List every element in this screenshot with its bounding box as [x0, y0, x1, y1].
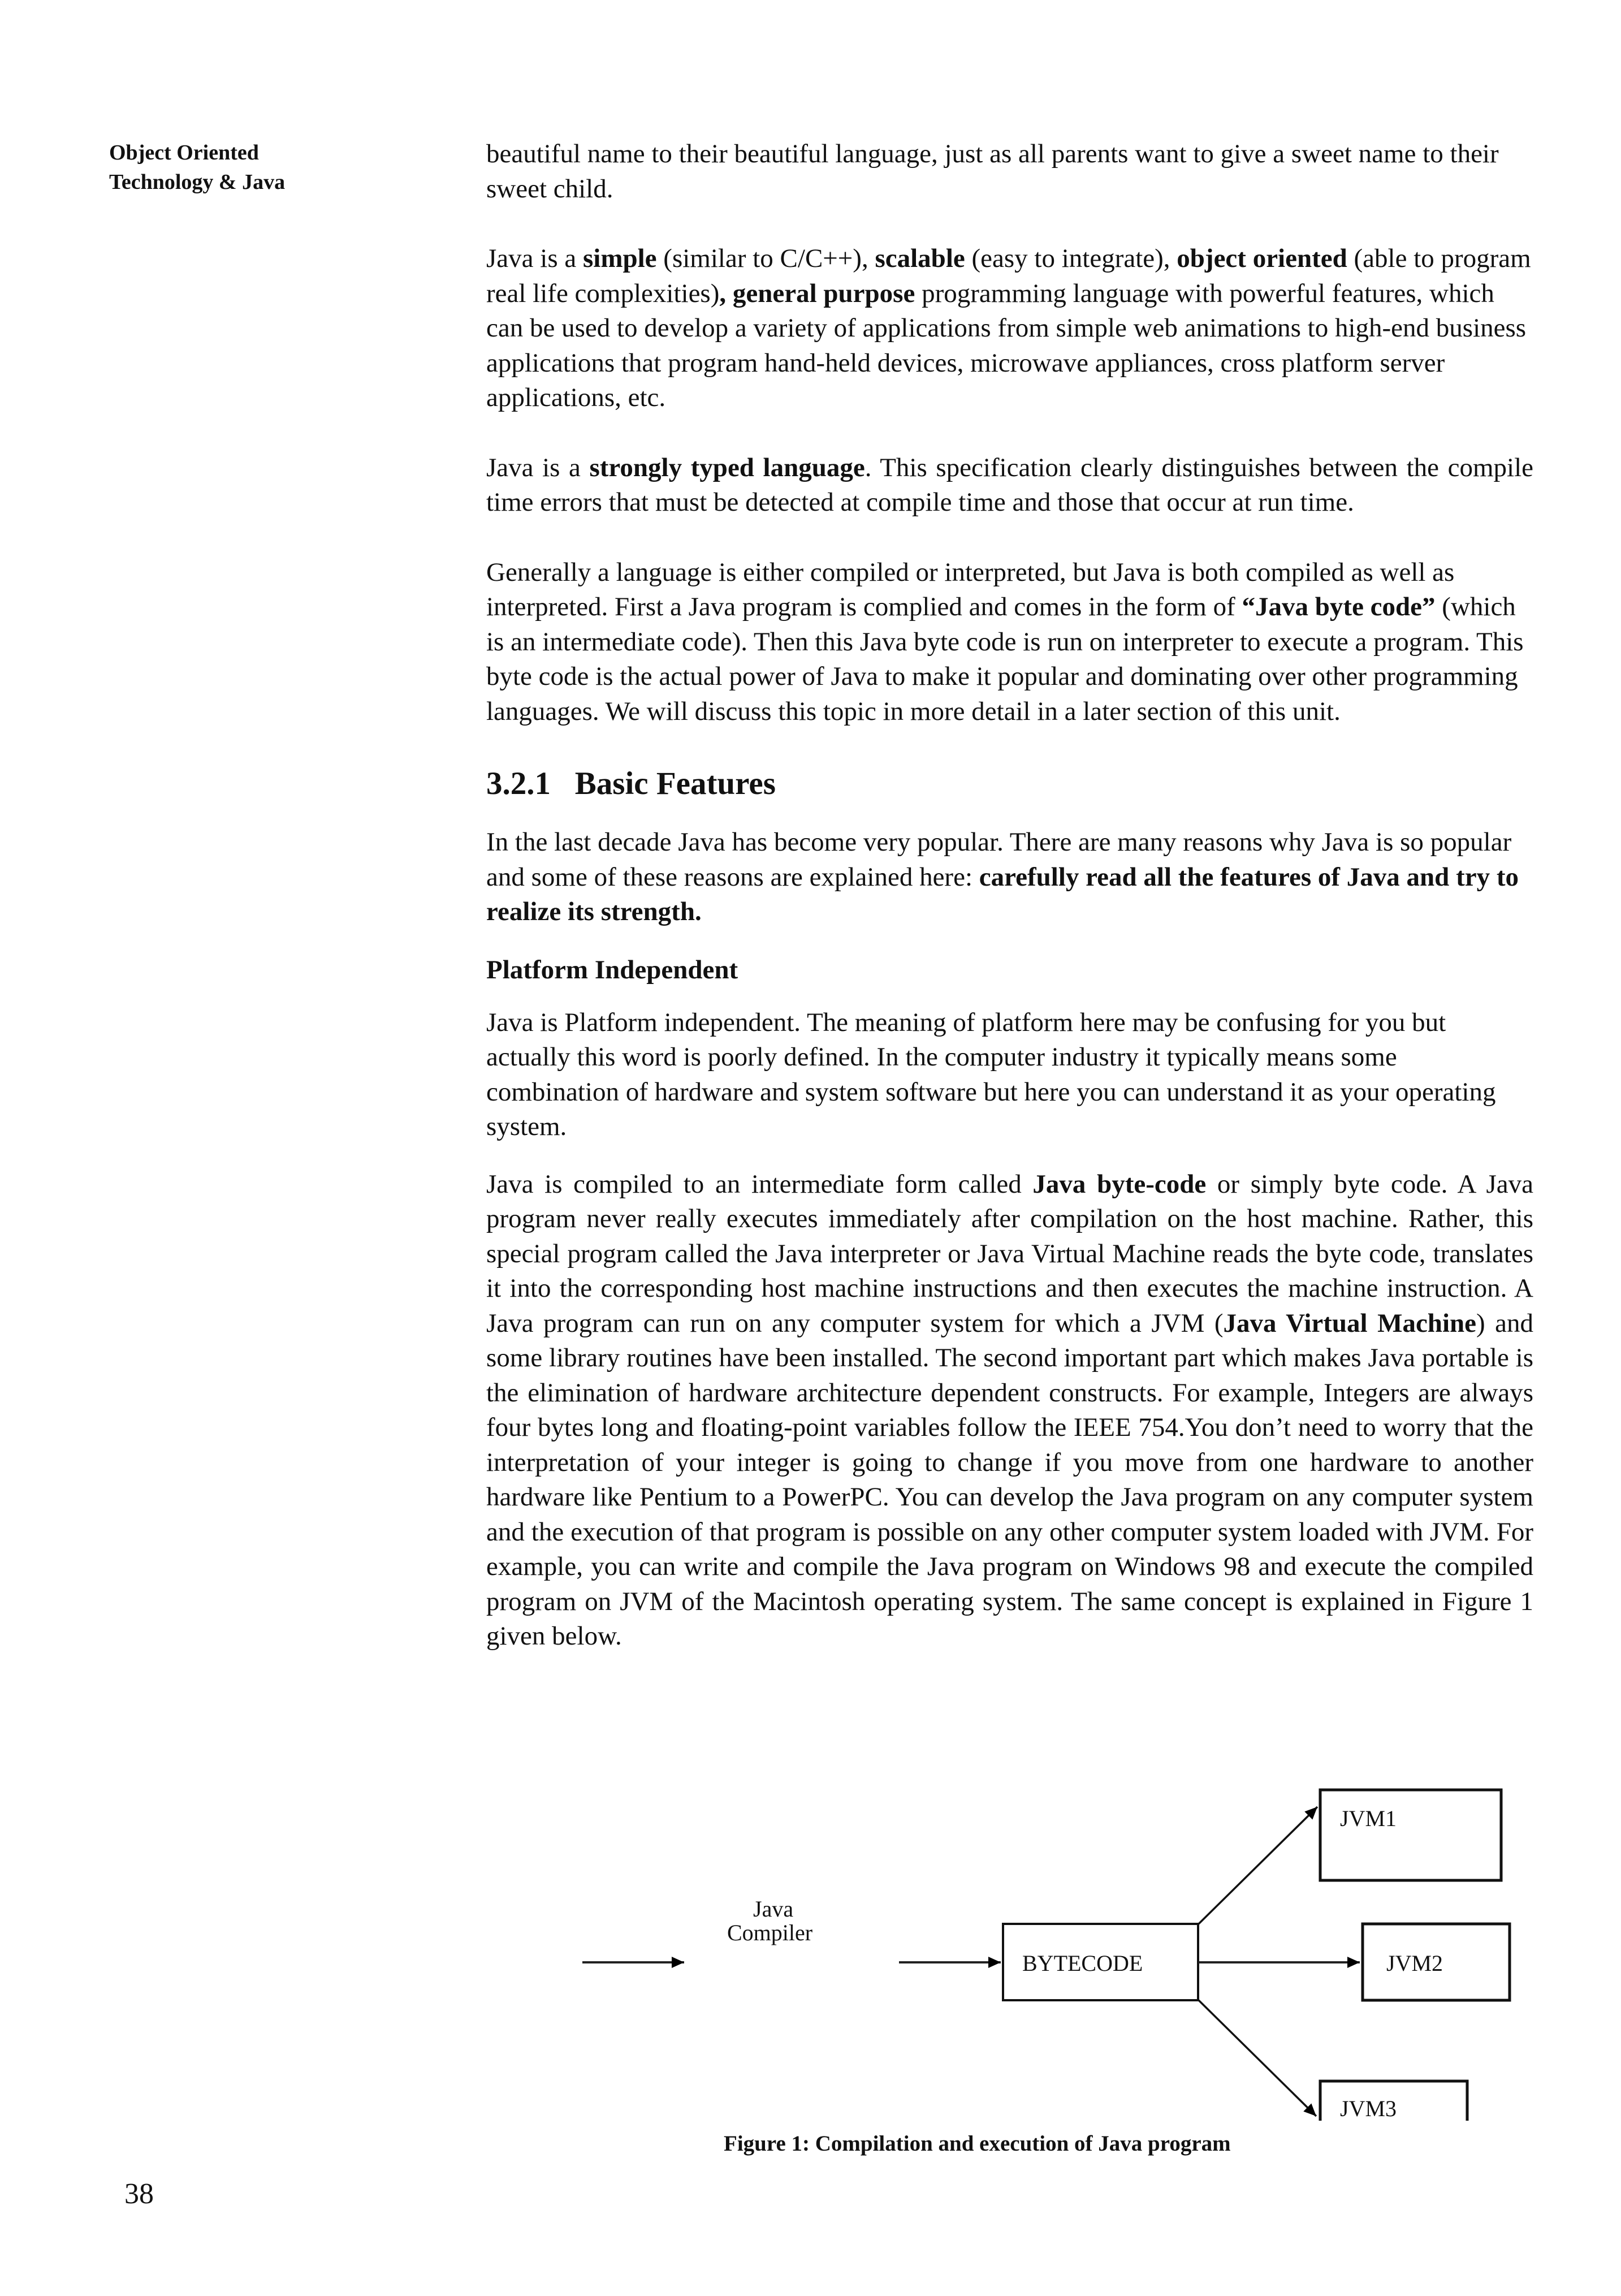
running-title-line2: Technology & Java — [109, 170, 286, 194]
jvm3-label: JVM3 — [1340, 2096, 1397, 2121]
text: or simply byte code. A Java program never really executes immediately after compilation on the host machine. Rather, this special program called the Java interpreter or Java Virtual Machine reads the byte code, translates it into the corresponding host machine instructions and then executes the machine instruction. A Java program can run on any computer system for which a JVM ( — [486, 1169, 1533, 1338]
bold-term: object oriented — [1177, 244, 1347, 273]
paragraph-strongly-typed — [486, 451, 1533, 520]
figure-caption: Figure 1: Compilation and execution of Java program — [724, 2131, 1231, 2156]
bold-term: “Java byte code” — [1242, 592, 1436, 622]
bold-term: simple — [582, 244, 657, 273]
paragraph-popularity — [486, 825, 1533, 930]
paragraph-intro: beautiful name to their beautiful language, just as all parents want to give a sweet name to their sweet child. — [486, 139, 1499, 204]
bold-term: , general purpose — [719, 278, 915, 308]
jvm2-label: JVM2 — [1386, 1950, 1443, 1976]
compiler-label-line2: Compiler — [727, 1920, 813, 1945]
bold-term: strongly typed language — [589, 452, 865, 482]
page-number: 38 — [124, 2178, 154, 2210]
text: (which is an intermediate code). Then this Java byte code is run on interpreter to execute a program. This byte code is the actual power of Java to make it popular and dominating over other programming languages. We will discuss this topic in more detail in a later section of this unit. — [486, 592, 1524, 726]
text: In the last decade Java has become very popular. There are many reasons why Java is so popular and some of these reasons are explained here: — [486, 827, 1512, 892]
compiler-label-line1: Java — [753, 1896, 794, 1922]
text: Java is a — [486, 244, 583, 273]
text: Generally a language is either compiled or interpreted, but Java is both compiled as well as interpreted. First a Java program is complied and comes in the form of — [486, 557, 1455, 622]
paragraph-platform: Java is Platform independent. The meaning of platform here may be confusing for you but actually this word is poorly defined. In the computer industry it typically means some combination of hardware and system software but here you can understand it as your operating system. — [486, 1007, 1496, 1141]
running-header — [109, 138, 347, 197]
bytecode-label: BYTECODE — [1022, 1950, 1143, 1976]
paragraph-java-features — [486, 241, 1533, 416]
figure-compilation-diagram — [565, 1781, 1561, 2121]
running-title-line1: Object Oriented — [109, 141, 259, 165]
bold-term: scalable — [875, 244, 965, 273]
bold-term: Java Virtual Machine — [1223, 1308, 1476, 1338]
subheading-platform-independent: Platform Independent — [486, 955, 738, 985]
paragraph-compiled-interpreted — [486, 555, 1533, 730]
text: Java is a — [486, 452, 590, 482]
main-content — [486, 137, 1533, 1689]
text: Java is compiled to an intermediate form called — [486, 1169, 1033, 1199]
text: ) and some library routines have been installed. The second important part which makes Java portable is the elimination of hardware architecture dependent constructs. For example, Integers are always four bytes long and floating-point variables follow the IEEE 754.You don’t need to worry that the interpretation of your integer is going to change if you move from one hardware to another hardware like Pentium to a PowerPC. You can develop the Java program on any computer system and the execution of that program is possible on any other computer system loaded with JVM. For example, you can write and compile the Java program on Windows 98 and execute the compiled program on JVM of the Macintosh operating system. The same concept is explained in Figure 1 given below. — [486, 1308, 1533, 1651]
jvm1-label: JVM1 — [1340, 1806, 1397, 1831]
text: (easy to integrate), — [965, 244, 1177, 273]
text: programming language with powerful features, which can be used to develop a variety of applications from simple web animations to high-end business applications that program hand-held devices, microwave appliances, cross platform server applications, etc. — [486, 278, 1527, 412]
section-heading: 3.2.1 Basic Features — [486, 766, 776, 801]
bold-term: carefully read all the features of Java and try to realize its strength. — [486, 862, 1519, 926]
text: (able to program real life complexities) — [486, 244, 1531, 308]
text: . This specification clearly distinguishes between the compile time errors that must be detected at compile time and those that occur at run time. — [486, 452, 1533, 517]
bold-term: Java byte-code — [1032, 1169, 1207, 1199]
paragraph-bytecode — [486, 1167, 1533, 1654]
text: (similar to C/C++), — [656, 244, 875, 273]
